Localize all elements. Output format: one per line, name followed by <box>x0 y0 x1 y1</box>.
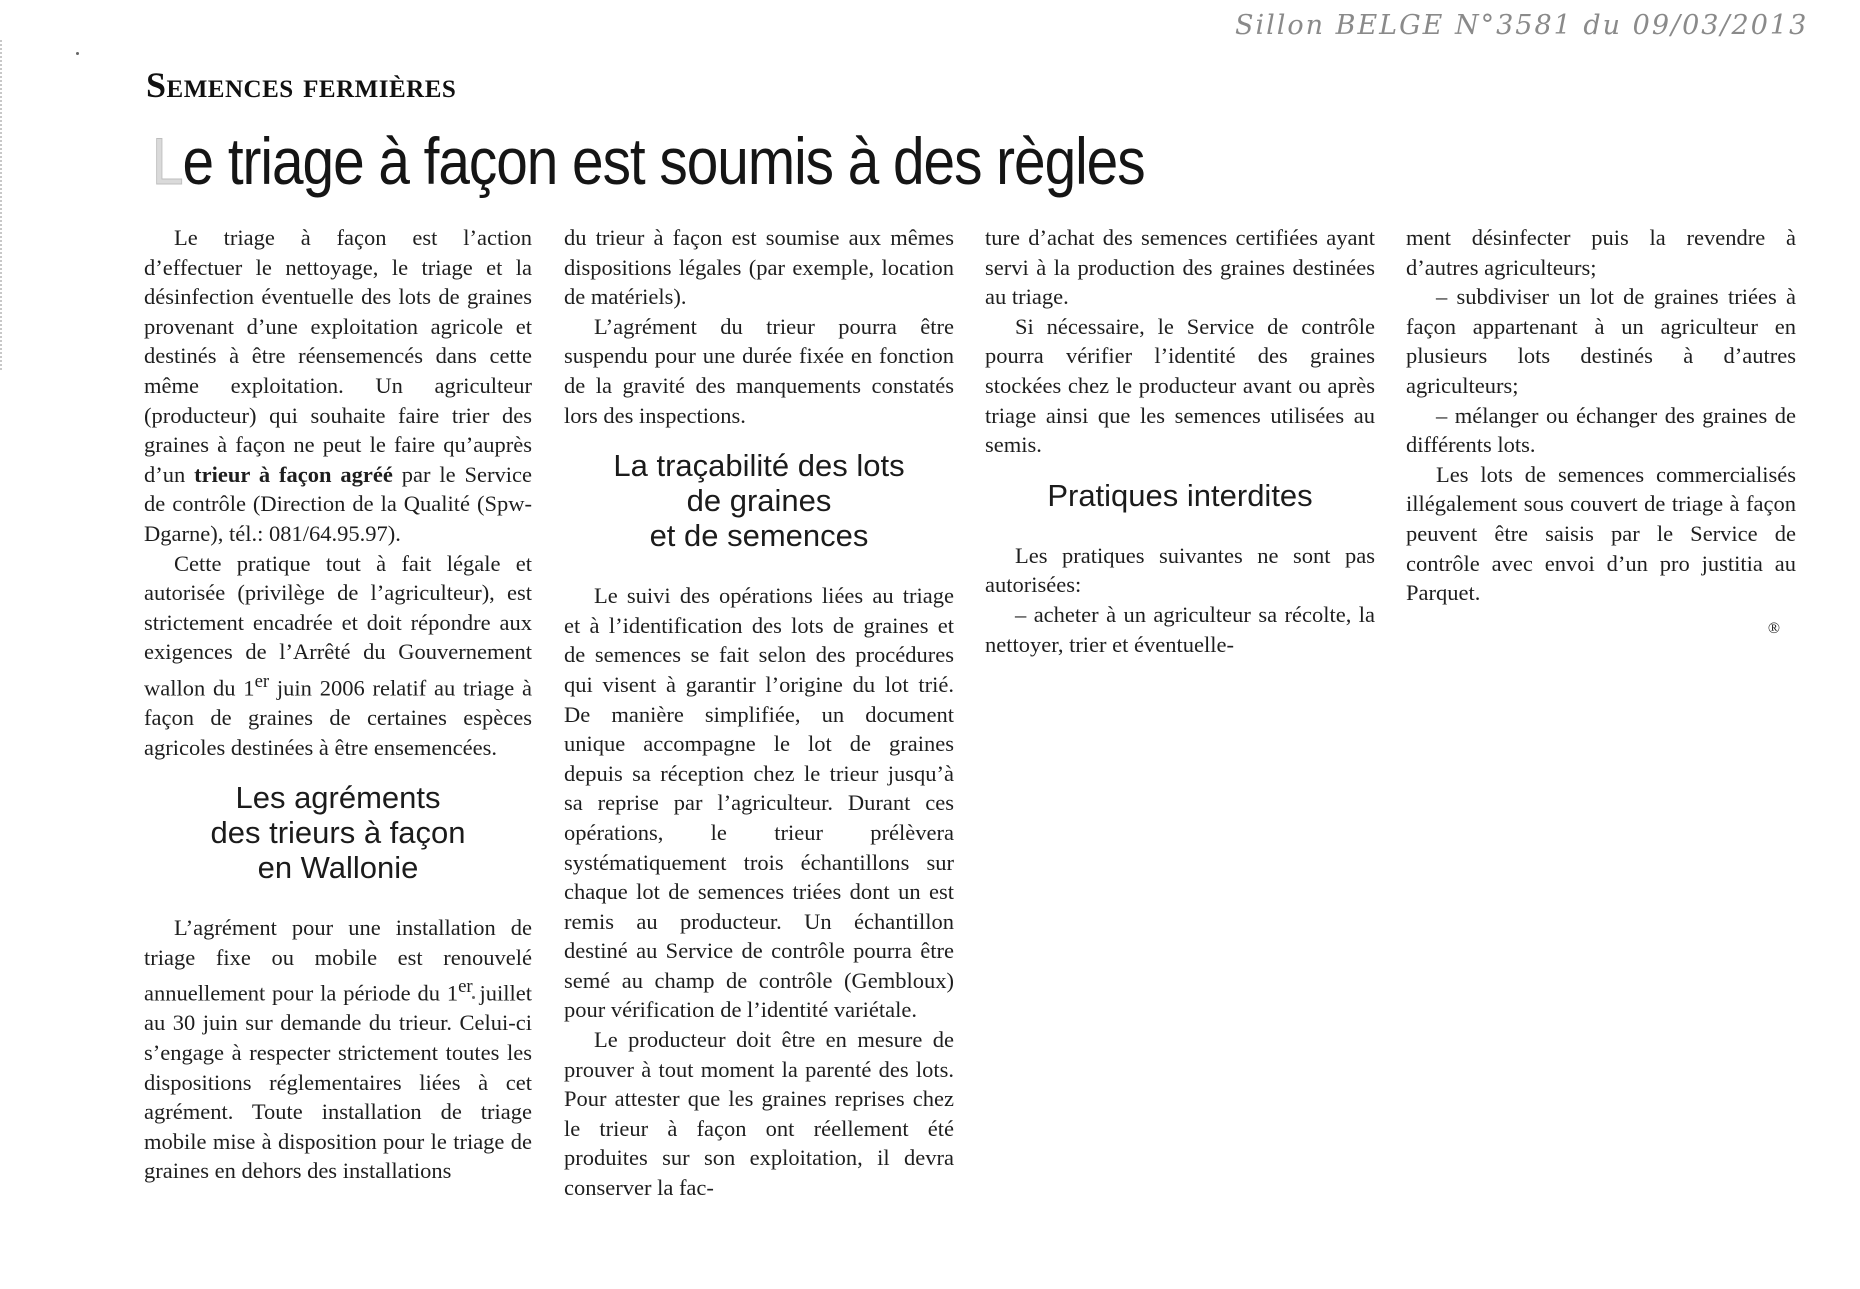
article-column-2 <box>564 223 954 1203</box>
paragraph: L’agrément du trieur pourra être suspendu pour une durée fixée en fonction de la gravité des manquements constatés lors des inspections. <box>564 313 954 428</box>
handwritten-source-note: Sillon BELGE N°3581 du 09/03/2013 <box>1235 10 1809 41</box>
paragraph: ment désinfecter puis la revendre à d’autres agriculteurs; <box>1406 225 1796 280</box>
paragraph: du trieur à façon est soumise aux mêmes dispositions légales (par exemple, location de matériels). <box>564 225 954 310</box>
paragraph: Le suivi des opérations liées au triage et à l’identification des lots de graines et de semences se fait selon des procédures qui visent à garantir l’origine du lot trié. De manière simplifiée, un document unique accompagne le lot de graines depuis sa réception chez le trieur jusqu’à sa reprise par l’agriculteur. Durant ces opérations, le trieur prélèvera systématiquement trois échantillons sur chaque lot de semences triées dont un est remis au producteur. Un échantillon destiné au Service de contrôle pourra être semé au champ de contrôle (Gembloux) pour vérification de l’identité variétale. <box>564 583 954 1023</box>
paragraph: Si nécessaire, le Service de contrôle pourra vérifier l’identité des graines stockées chez le producteur avant ou après triage ainsi que les semences utilisées au semis. <box>985 313 1375 458</box>
paragraph: – acheter à un agriculteur sa récolte, la nettoyer, trier et éventuelle- <box>985 601 1375 657</box>
paragraph: Les lots de semences commercialisés illégalement sous couvert de triage à façon peuvent être saisis par le Service de contrôle avec envoi d’un pro justitia au Parquet. <box>1406 461 1796 606</box>
paragraph: Le producteur doit être en mesure de prouver à tout moment la parenté des lots. Pour attester que les graines reprises chez le trieur à façon ont réellement été produites sur son exploitation, il devra conserver la fac- <box>564 1027 954 1201</box>
article-column-3 <box>985 223 1375 659</box>
emphasis-text: trieur à façon agréé <box>194 461 393 487</box>
scan-edge-artifact <box>0 40 12 370</box>
paragraph: – mélanger ou échanger des graines de différents lots. <box>1406 402 1796 458</box>
article-headline <box>152 124 1145 198</box>
section-subhead: La traçabilité des lots de graines et de semences <box>613 448 905 554</box>
section-subhead: Les agréments des trieurs à façon en Wallonie <box>210 780 466 886</box>
article-end-mark: ® <box>1767 619 1780 637</box>
article-kicker: Semences fermières <box>146 65 457 105</box>
paragraph: Cette pratique tout à fait légale et autorisée (privilège de l’agriculteur), est strictement encadrée et doit répondre aux exigences de l’Arrêté du Gouvernement wallon du 1er juin 2006 relatif au triage à façon de graines de certaines espèces agricoles destinées à être ensemencées. <box>144 550 532 760</box>
paragraph: ture d’achat des semences certifiées ayant servi à la production des graines destinées au triage. <box>985 225 1375 310</box>
article-column-4 <box>1406 223 1796 643</box>
paragraph: – subdiviser un lot de graines triées à façon appartenant à un agriculteur en plusieurs lots destinés à d’autres agriculteurs; <box>1406 284 1796 398</box>
paragraph: L’agrément pour une installation de triage fixe ou mobile est renouvelé annuellement pour la période du 1er juillet au 30 juin sur demande du trieur. Celui-ci s’engage à respecter strictement toutes les dispositions réglementaires liées à cet agrément. Toute installation de triage mobile mise à disposition pour le triage de graines en dehors des installations <box>144 915 533 1184</box>
section-subhead: Pratiques interdites <box>1047 477 1313 513</box>
headline-drop-letter: L <box>152 124 183 198</box>
paragraph: Les pratiques suivantes ne sont pas autorisées: <box>985 542 1375 598</box>
article-column-1 <box>144 223 532 1186</box>
headline-text: e triage à façon est soumis à des règles <box>182 124 1145 198</box>
scan-speck <box>76 52 79 55</box>
paragraph: Le triage à façon est l’action d’effectuer le nettoyage, le triage et la désinfection éventuelle des lots de graines provenant d’une exploitation agricole et destinés à être réensemencés dans cette même exploitation. Un agriculteur (producteur) qui souhaite faire trier des graines à façon ne peut le faire qu’auprès d’un trieur à façon agréé par le Service de contrôle (Direction de la Qualité (Spw-Dgarne), tél.: 081/64.95.97). <box>144 225 533 546</box>
